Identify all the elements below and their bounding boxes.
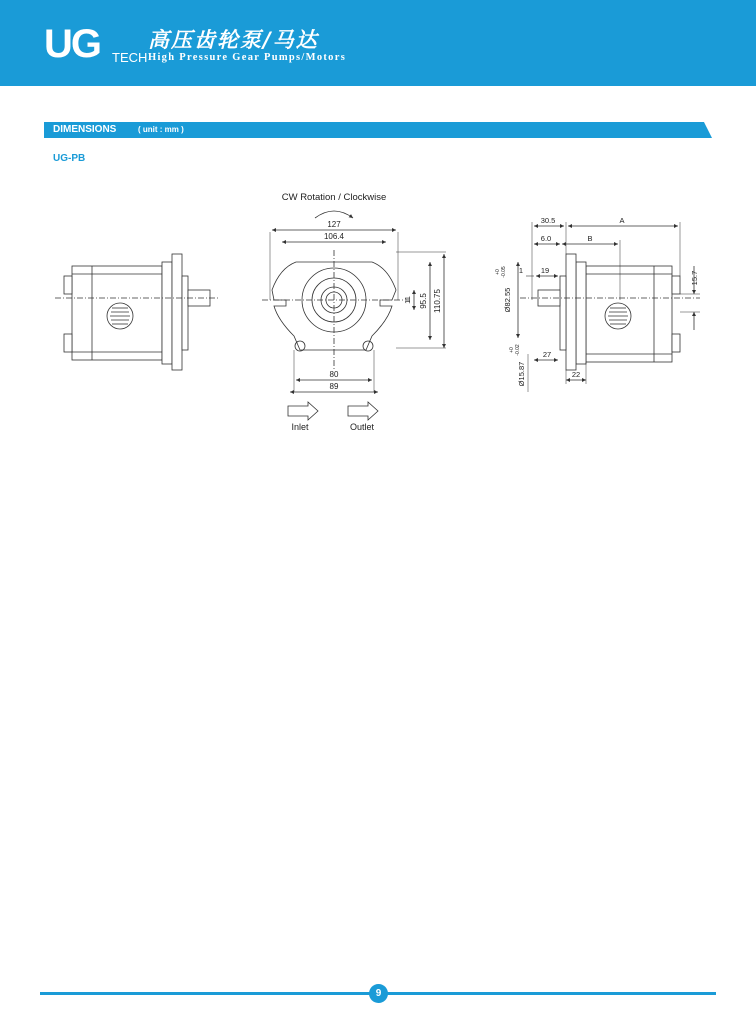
dim-11: 11 [403,296,412,304]
dim-b: B [587,234,593,243]
dim-15-7: 15.7 [690,270,699,286]
inlet-label: Inlet [291,422,309,432]
inlet-arrow-icon [288,402,318,420]
dim-a: A [619,216,625,225]
dim-127: 127 [327,220,341,229]
section-title: DIMENSIONS [53,124,117,135]
dim-106: 106.4 [323,232,345,241]
rotation-label: CW Rotation / Clockwise [281,192,387,203]
dim-27: 27 [542,350,552,359]
company-logo: UG [44,22,100,66]
page-number: 9 [369,984,388,1003]
dimension-drawing [0,180,756,440]
dim-19: 19 [540,266,550,275]
shaft-tol-upper: +0 [509,347,515,353]
dim-110: 110.75 [433,289,442,313]
dim-22: 22 [571,370,581,379]
dim-pilot-diameter: Ø82.55 [503,287,512,313]
logo-suffix: TECH [112,50,148,65]
shaft-tol-lower: -0.02 [515,344,521,356]
dim-80: 80 [329,370,339,379]
header-banner [0,0,756,86]
section-unit: ( unit : mm ) [138,125,184,134]
pilot-tol-upper: +0 [495,269,501,275]
pilot-tol-lower: -0.05 [501,266,507,278]
title-english: High Pressure Gear Pumps/Motors [148,52,347,63]
model-name: UG-PB [53,153,86,164]
outlet-label: Outlet [349,422,375,432]
dim-1: 1 [518,266,524,275]
dim-89: 89 [329,382,339,391]
dim-95: 95.5 [419,293,428,309]
dim-6: 6.0 [540,234,552,243]
outlet-arrow-icon [348,402,378,420]
dim-shaft-diameter: Ø15.87 [517,361,526,387]
left-side-view [55,254,220,370]
front-view [262,192,446,432]
dim-30: 30.5 [540,216,556,225]
right-side-view [495,216,700,392]
title-chinese: 高压齿轮泵/马达 [148,28,319,52]
